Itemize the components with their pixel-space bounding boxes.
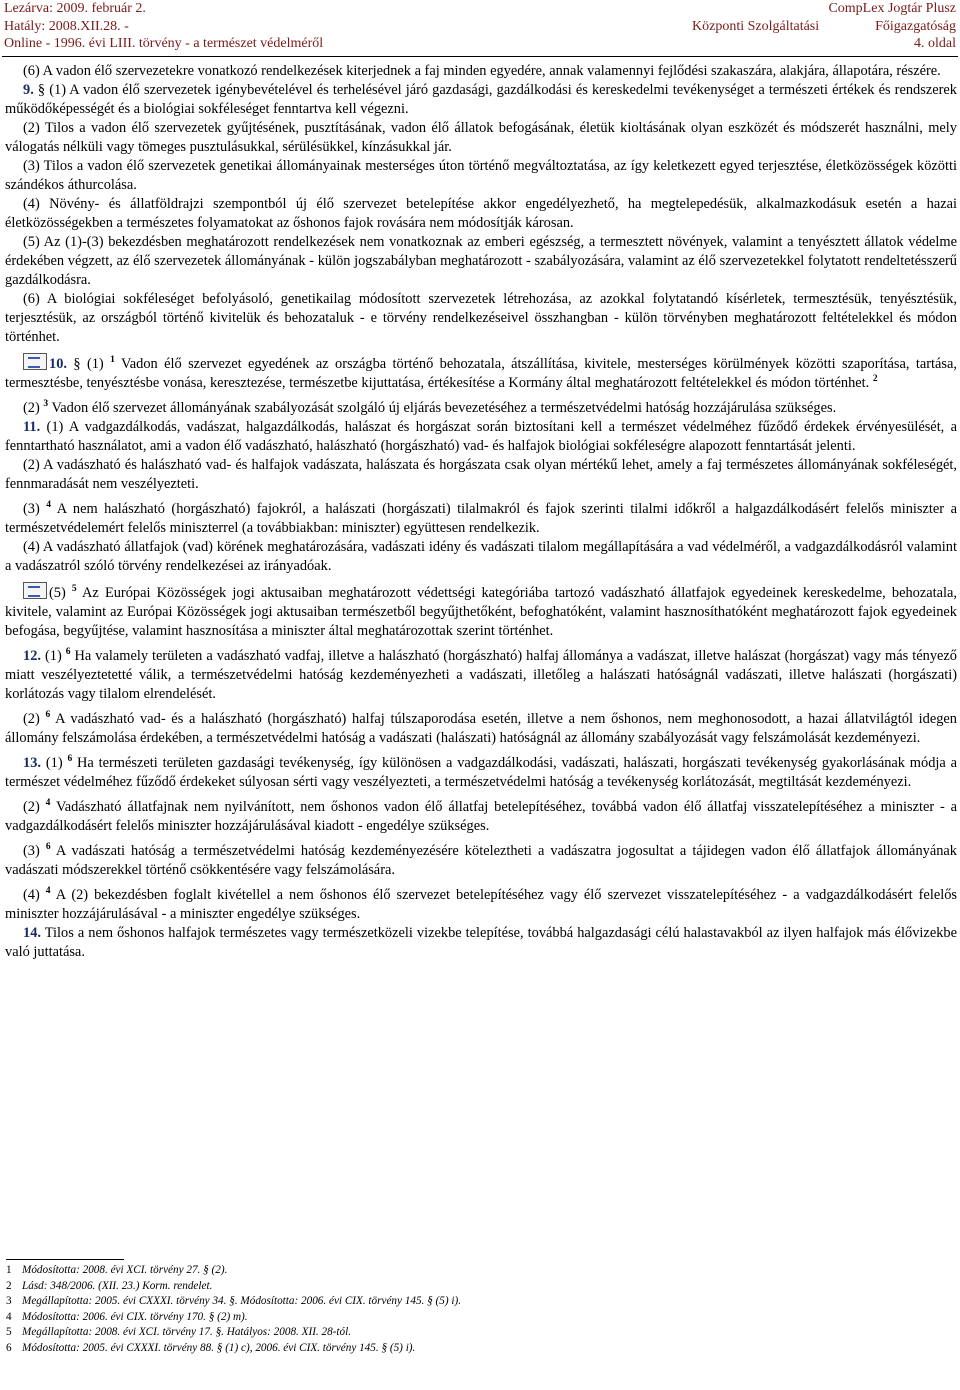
- section-9-para-5: (5) Az (1)-(3) bekezdésben meghatározott rendelkezések nem vonatkoznak az emberi egészség, a termesztett növények, valamint a tenyésztett állatok védelme érdekében végzett, az élő szervezetek állományának - külön jogszabályban meghatározott - szabályozására, valamint az élő szervezetekkel folytatott rendeltetésszerű gazdálkodásra.: [5, 234, 957, 288]
- section-10-para-2: (2) $^3$ Vadon élő szervezet állományának szabályozását szolgáló új eljárás bevezetéséhez a természetvédelmi hatóság hozzájárulása szükséges.: [23, 399, 837, 416]
- page-number: 4. oldal: [914, 36, 956, 51]
- footnote-ref[interactable]: 6: [65, 647, 71, 657]
- section-9-para-2: (2) Tilos a vadon élő szervezetek gyűjtésének, pusztításának, vadon élő állatok befogásának, életük kioltásának olyan eszközét és módszerét használni, mely válogatás nélküli vagy tömeges pusztulásukkal, sérülésükkel, kínzásukkal jár.: [5, 120, 957, 155]
- section-number: 11.: [23, 419, 41, 435]
- section-9-para-1: 9. § (1) A vadon élő szervezetek igénybevételével és terhelésével járó gazdasági, gazdálkodási és kereskedelmi tevékenységet a természeti értékek és rendszerek működőképességét és a biológiai sokféleséget fenntartva kell végezni.: [5, 82, 957, 117]
- effective-date: Hatály: 2008.XII.28. -: [4, 18, 129, 34]
- section-9-para-3: (3) Tilos a vadon élő szervezetek genetikai állományainak mesterséges úton történő megváltoztatása, az így keletkezett egyed terjesztése, életközösségek közötti szándékos áthurcolása.: [5, 158, 957, 193]
- section-11-para-4: (4) A vadászható állatfajok (vad) körének meghatározására, vadászati idény és vadászati tilalom megállapítására a vad védelméről, a vadgazdálkodásról valamint a vadászatról szóló törvény rendelkezései az irányadóak.: [5, 539, 957, 574]
- section-11-para-2: (2) A vadászható és halászható vad- és halfajok vadászata, halászata és horgászata csak olyan mértékű lehet, amely a faj természetes állományának sokféleségét, fennmaradását nem veszélyezteti.: [5, 457, 957, 492]
- publisher-name: CompLex Jogtár Plusz: [828, 1, 956, 16]
- page-header: [2, 0, 958, 52]
- footnote-ref[interactable]: 4: [46, 500, 52, 510]
- footnotes: [6, 1263, 956, 1357]
- publisher-dept: Főigazgatóság: [875, 18, 956, 34]
- footnote-ref[interactable]: 5: [71, 584, 77, 594]
- footnote-ref[interactable]: 1: [110, 355, 115, 365]
- section-12-para-2: (2) $^6$ A vadászható vad- és a halászható (horgászható) halfaj túlszaporodása esetén, illetve a nem őshonos, nem meghonosodott, a hazai állatvilágtól idegen állomány felszámolása érdekében, a természetvédelmi hatóság a vadászati (halászati) hatóságnál az állomány szabályozását vagy felszámolását kezdeményezi.: [5, 710, 957, 746]
- section-9-para-6: (6) A biológiai sokféleséget befolyásoló, genetikailag módosított szervezetek létrehozása, az azokkal folytatandó kísérletek, termesztésük, tenyésztésük, terjesztésük, az országból történő kivitelük és behozataluk - e törvény rendelkezéseivel összhangban - külön törvényben meghatározott feltételekkel és módon történhet.: [5, 291, 957, 345]
- footnote-ref[interactable]: 4: [45, 886, 51, 896]
- footnote-ref[interactable]: 4: [45, 798, 51, 808]
- header-center: Központi Szolgáltatási: [692, 18, 820, 34]
- footnote: 4 Módosította: 2006. évi CIX. törvény 170. § (2) m).: [6, 1310, 248, 1323]
- section-number: 9.: [23, 82, 34, 98]
- footnote-ref[interactable]: 6: [45, 710, 51, 720]
- section-10-para-1: 10. § (1) $^1$ Vadon élő szervezet egyedének az országba történő behozatala, átszállítása, kivitele, mesterséges körülmények közötti szaporítása, tartása, termesztésbe, tenyésztésbe vonása, keresztezése, természetbe kijuttatása, értékesítése a Kormány által meghatározott feltételekkel és módon történhet. $^2$: [5, 355, 957, 391]
- footnote-ref[interactable]: 3: [43, 399, 49, 409]
- section-13-para-1: 13. (1) $^6$ Ha természeti területen gazdasági tevékenység, így különösen a vadgazdálkodási, vadászati, halászati, horgászati tevékenység gyakorlásának módja a természet védelméhez fűződő érdekeket súlyosan sérti vagy veszélyezteti, a természetvédelmi hatóság a tevékenység korlátozását, megtiltását kezdeményezi.: [5, 754, 957, 790]
- header-divider: [2, 56, 958, 57]
- section-number: 13.: [23, 755, 41, 771]
- footnote: 5 Megállapította: 2008. évi XCI. törvény 17. §. Hatályos: 2008. XII. 28-tól.: [6, 1326, 352, 1339]
- section-11-para-5: (5) $^5$ Az Európai Közösségek jogi aktusaiban meghatározott védettségi kategóriába tartozó vadászható állatfajok egyedeinek kereskedelme, behozatala, kivitele, valamint az Európai Közösségek jogi aktusaiban természetből begyűjthetőként, befoghatóként, valamint hasznosíthatóként meghatározott fajok egyedeinek befogása, begyűjtése, valamint hasznosítása a miniszter által meghatározottak szerint történhet.: [5, 584, 957, 639]
- header-left: [4, 0, 323, 53]
- section-9-para-4: (4) Növény- és állatföldrajzi szempontból új élő szervezet betelepítése akkor engedélyezhető, ha megtelepedésük, alkalmazkodásuk esetén a hazai életközösségekben a természetes folyamatokat az őshonos fajok rovására nem módosítják károsan.: [5, 196, 957, 231]
- section-11-para-1: 11. (1) A vadgazdálkodás, vadászat, halgazdálkodás, halászat és horgászat során biztosítani kell a természet védelméhez fűződő érdekek érvényesülését, a fenntartható használatot, ami a vadon élő vadászható, halászható (horgászható) vad- és halfajok biológiai sokféleségre alapozott fenntartását jelenti.: [5, 419, 958, 454]
- section-13-para-4: (4) $^4$ A (2) bekezdésben foglalt kivétellel a nem őshonos élő szervezet betelepítéséhez vagy élő szervezet visszatelepítéséhez - a vadgazdálkodásért felelős miniszter hozzájárulásával - a miniszter engedélye szükséges.: [5, 886, 957, 922]
- footnote-divider: [6, 1259, 124, 1260]
- footnote-ref[interactable]: 6: [67, 754, 73, 764]
- footnote-ref[interactable]: 6: [45, 842, 51, 852]
- section-number: 10.: [49, 356, 67, 372]
- section-11-para-3: (3) $^4$ A nem halászható (horgászható) fajokról, a halászati (horgászati) tilalmakról és fajok szerinti tilalmi időkről a halgazdálkodásért felelős miniszter a természetvédelemért felelős miniszterrel (a továbbiakban: miniszter) együttesen rendelkezik.: [5, 500, 957, 536]
- footnote: 3 Megállapította: 2005. évi CXXXI. törvény 34. §. Módosította: 2006. évi CIX. törvény 145. § (5) i).: [6, 1295, 462, 1308]
- document-title: Online - 1996. évi LIII. törvény - a természet védelméről: [4, 36, 324, 51]
- closing-date: Lezárva: 2009. február 2.: [4, 1, 146, 16]
- amendment-marker-icon[interactable]: [23, 582, 47, 599]
- section-number: 12.: [23, 648, 41, 664]
- section-13-para-3: (3) $^6$ A vadászati hatóság a természetvédelmi hatóság kezdeményezésére köteleztheti a vadászatra jogosultat a tájidegen vadon élő állatfajok állományának vadászati módszerekkel történő csökkentésére vagy felszámolására.: [5, 842, 957, 878]
- document-body: [5, 62, 957, 962]
- footnote-ref[interactable]: 2: [872, 374, 878, 384]
- footnote: 2 Lásd: 348/2006. (XII. 23.) Korm. rendelet.: [6, 1279, 213, 1292]
- paragraph: (6) A vadon élő szervezetekre vonatkozó rendelkezések kiterjednek a faj minden egyedére, annak valamennyi fejlődési szakaszára, alakjára, állapotára, részére.: [23, 63, 941, 79]
- footnote: 1 Módosította: 2008. évi XCI. törvény 27. § (2).: [6, 1264, 228, 1276]
- amendment-marker-icon[interactable]: [23, 353, 47, 370]
- section-14: 14. Tilos a nem őshonos halfajok természetes vagy természetközeli vizekbe telepítése, továbbá halgazdasági célú halastavakból az ilyen halfajok más élővizekbe való juttatása.: [5, 925, 957, 960]
- section-13-para-2: (2) $^4$ Vadászható állatfajnak nem nyilvánított, nem őshonos vadon élő állatfaj betelepítéséhez, továbbá vadon élő állatfaj visszatelepítéséhez a miniszter - a vadgazdálkodásért felelős miniszter hozzájárulásával kiadott - engedélye szükséges.: [5, 798, 957, 834]
- header-right: [828, 0, 956, 53]
- footnote: 6 Módosította: 2005. évi CXXXI. törvény 88. § (1) c), 2006. évi CIX. törvény 145. § (5) i).: [6, 1341, 416, 1354]
- section-12-para-1: 12. (1) $^6$ Ha valamely területen a vadászható vadfaj, illetve a halászható (horgászható) halfaj állománya a vadászat, illetve halászat (horgászat) vagy más tényező miatt veszélyeztetetté válik, a természetvédelmi hatóság kezdeményezheti a vadászati, illetőleg a halászati hatóságnál vadászati, illetve halászati (horgászati) korlátozás vagy tilalom elrendelését.: [5, 647, 957, 702]
- section-number: 14.: [23, 925, 41, 941]
